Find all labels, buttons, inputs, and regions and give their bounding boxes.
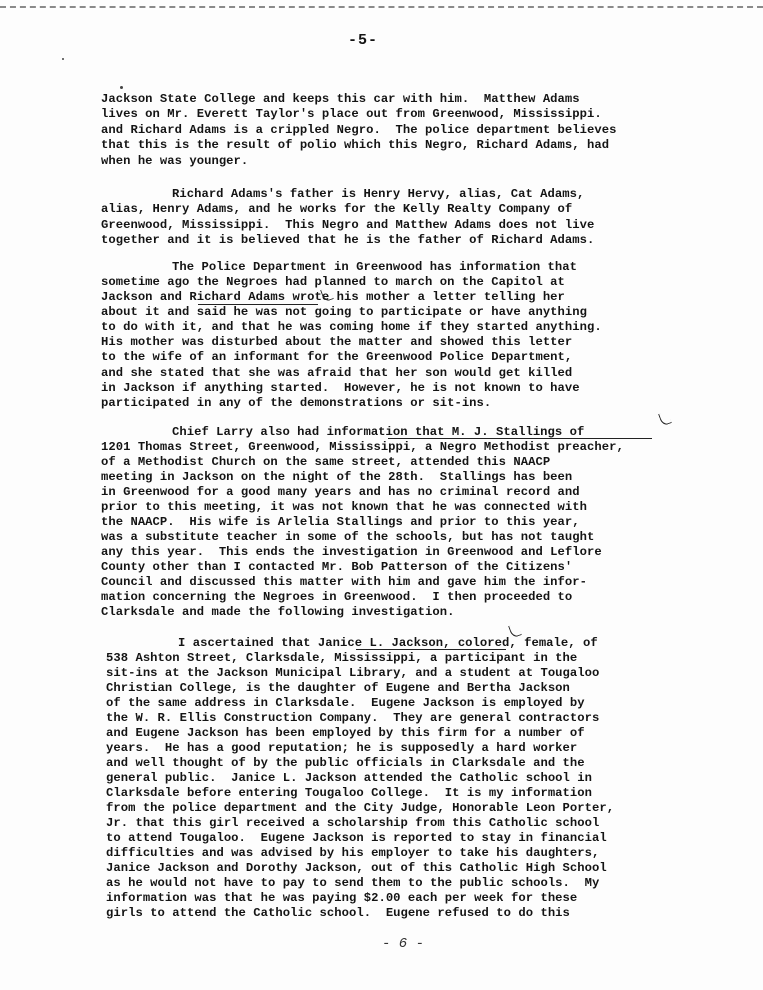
bottom-page-mark: - 6 - [382,936,425,952]
text-line: Jackson State College and keeps this car with him. Matthew Adams [101,92,580,106]
text-line: 538 Ashton Street, Clarksdale, Mississippi, a participant in the [106,651,578,665]
text-line: that this is the result of polio which this Negro, Richard Adams, had [101,138,610,152]
text-line: Richard Adams's father is Henry Hervy, alias, Cat Adams, [172,187,585,201]
text-line: Christian College, is the daughter of Eugene and Bertha Jackson [106,681,570,695]
stray-mark [62,58,64,60]
text-line: Clarksdale before entering Tougaloo College. It is my information [106,786,593,800]
text-line: sometime ago the Negroes had planned to march on the Capitol at [101,275,565,289]
text-line: lives on Mr. Everett Taylor's place out from Greenwood, Mississippi. [101,107,602,121]
text-line: prior to this meeting, it was not known that he was connected with [101,500,588,514]
text-line: together and it is believed that he is the father of Richard Adams. [101,233,595,247]
text-line: from the police department and the City Judge, Honorable Leon Porter, [106,801,615,815]
text-line: participated in any of the demonstrations or sit-ins. [101,396,492,410]
text-line: years. He has a good reputation; he is supposedly a hard worker [106,741,578,755]
text-line: mation concerning the Negroes in Greenwood. I then proceeded to [101,590,573,604]
text-line: and Eugene Jackson has been employed by this firm for a number of [106,726,585,740]
text-line: information was that he was paying $2.00 each per week for these [106,891,578,905]
text-line: Council and discussed this matter with him and gave him the infor- [101,575,588,589]
handwritten-underline [388,438,652,439]
text-line: Jr. that this girl received a scholarship from this Catholic school [106,816,600,830]
text-line: County other than I contacted Mr. Bob Patterson of the Citizens' [101,560,573,574]
text-line: Janice Jackson and Dorothy Jackson, out of this Catholic High School [106,861,607,875]
text-line: Clarksdale and made the following investigation. [101,605,455,619]
text-line: alias, Henry Adams, and he works for the Kelly Realty Company of [101,202,573,216]
text-line: Chief Larry also had information that M. J. Stallings of [172,425,585,439]
text-line: and well thought of by the public officials in Clarksdale and the [106,756,585,770]
text-line: the W. R. Ellis Construction Company. They are general contractors [106,711,600,725]
text-line: Jackson and Richard Adams wrote his mother a letter telling her [101,290,565,304]
text-line: sit-ins at the Jackson Municipal Library, and a student at Tougaloo [106,666,600,680]
text-line: in Jackson if anything started. However, he is not known to have [101,381,580,395]
text-line: and Richard Adams is a crippled Negro. The police department believes [101,123,617,137]
text-line: I ascertained that Janice L. Jackson, colored, female, of [178,636,598,650]
handwritten-underline [356,649,506,650]
text-line: any this year. This ends the investigation in Greenwood and Leflore [101,545,602,559]
text-line: about it and said he was not going to participate or have anything [101,305,588,319]
top-edge-rule [0,6,763,8]
text-line: when he was younger. [101,154,249,168]
handwritten-underline [198,304,318,305]
text-line: difficulties and was advised by his employer to take his daughters, [106,846,600,860]
check-mark-icon [658,411,672,427]
text-line: to attend Tougaloo. Eugene Jackson is reported to stay in financial [106,831,607,845]
text-line: and she stated that she was afraid that her son would get killed [101,366,573,380]
text-line: the NAACP. His wife is Arlelia Stallings and prior to this year, [101,515,580,529]
text-line: His mother was disturbed about the matter and showed this letter [101,335,573,349]
text-line: was a substitute teacher in some of the schools, but has not taught [101,530,595,544]
text-line: of the same address in Clarksdale. Eugene Jackson is employed by [106,696,585,710]
text-line: to do with it, and that he was coming home if they started anything. [101,320,602,334]
text-line: of a Methodist Church on the same street, attended this NAACP [101,455,551,469]
text-line: girls to attend the Catholic school. Eugene refused to do this [106,906,570,920]
text-line: Greenwood, Mississippi. This Negro and Matthew Adams does not live [101,218,595,232]
text-line: general public. Janice L. Jackson attended the Catholic school in [106,771,593,785]
page-number: -5- [348,32,379,49]
text-line: to the wife of an informant for the Greenwood Police Department, [101,350,573,364]
text-line: meeting in Jackson on the night of the 28th. Stallings has been [101,470,573,484]
text-line: as he would not have to pay to send them to the public schools. My [106,876,600,890]
text-line: The Police Department in Greenwood has information that [172,260,578,274]
text-line: in Greenwood for a good many years and has no criminal record and [101,485,580,499]
stray-mark [120,86,123,89]
text-line: 1201 Thomas Street, Greenwood, Mississippi, a Negro Methodist preacher, [101,440,624,454]
